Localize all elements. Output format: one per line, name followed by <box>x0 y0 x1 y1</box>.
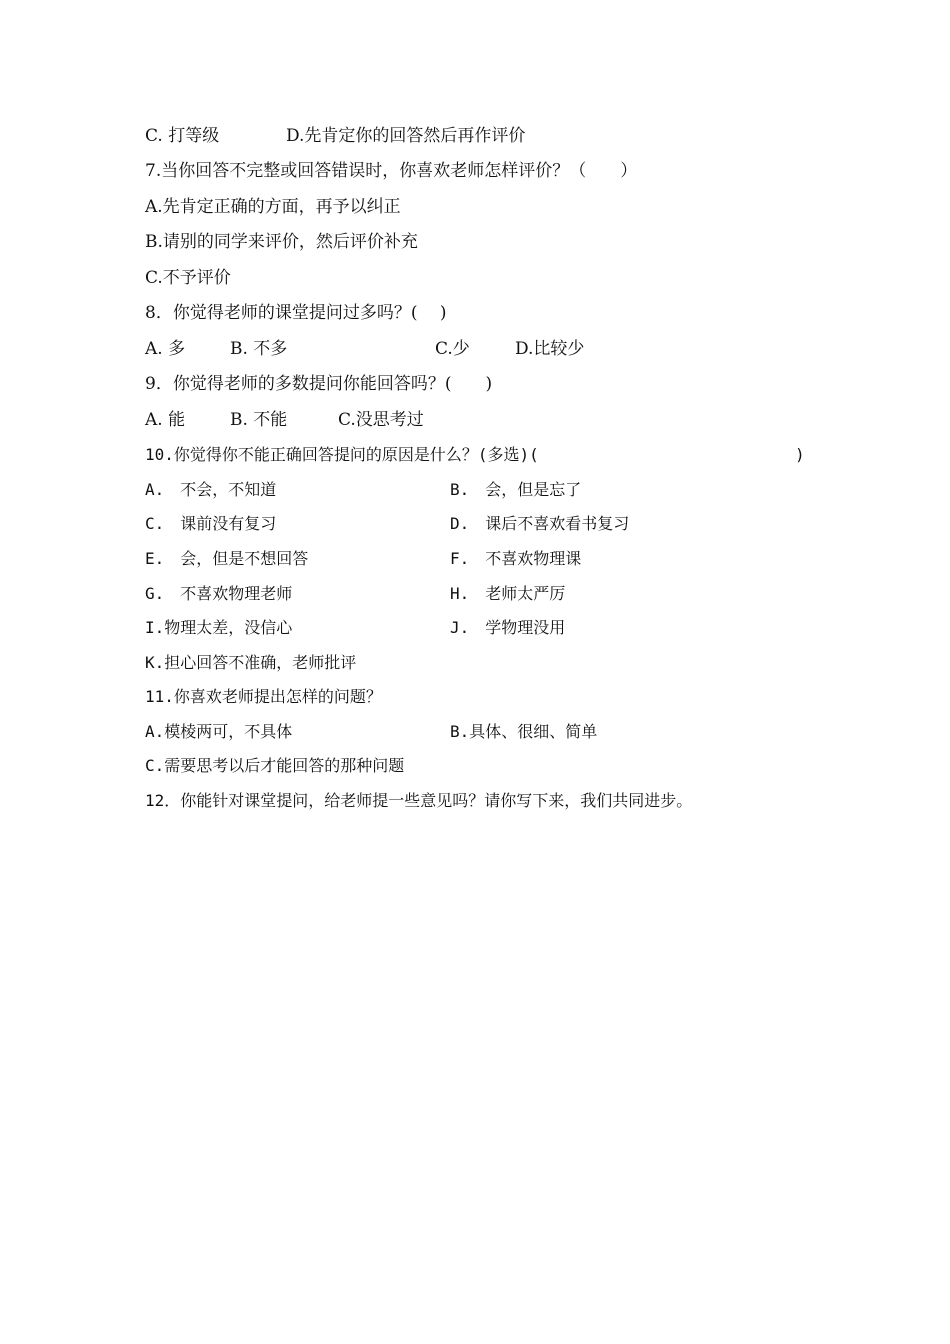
q10-option-c[interactable]: C. 课前没有复习 <box>145 514 277 533</box>
q10-option-i[interactable]: I.物理太差，没信心 <box>145 618 293 637</box>
q9-option-b[interactable]: B. 不能 <box>230 410 288 430</box>
q10-options-cd <box>145 512 630 536</box>
option-c[interactable]: C. 打等级 <box>145 126 220 146</box>
q10-option-k[interactable]: K.担心回答不准确，老师批评 <box>145 653 357 672</box>
q8-options <box>145 337 585 361</box>
q7-option-b[interactable]: B.请别的同学来评价，然后评价补充 <box>145 232 418 252</box>
q10-option-a[interactable]: A. 不会，不知道 <box>145 480 277 499</box>
q10-option-g[interactable]: G. 不喜欢物理老师 <box>145 584 293 603</box>
question-10-text: 10.你觉得你不能正确回答提问的原因是什么？(多选)( <box>145 445 539 464</box>
q8-option-b[interactable]: B. 不多 <box>230 339 288 359</box>
q10-option-f[interactable]: F. 不喜欢物理课 <box>450 549 582 568</box>
question-9: 9．你觉得老师的多数提问你能回答吗？( ) <box>145 374 493 394</box>
q11-option-c[interactable]: C.需要思考以后才能回答的那种问题 <box>145 756 405 775</box>
question-10 <box>145 443 805 467</box>
q10-option-b[interactable]: B. 会，但是忘了 <box>450 480 582 499</box>
q9-option-c[interactable]: C.没思考过 <box>338 410 424 430</box>
q10-option-e[interactable]: E. 会，但是不想回答 <box>145 549 309 568</box>
question-7: 7.当你回答不完整或回答错误时，你喜欢老师怎样评价？（ ） <box>145 161 638 181</box>
q11-option-b[interactable]: B.具体、很细、简单 <box>450 722 598 741</box>
q11-options-ab <box>145 720 598 744</box>
q10-option-d[interactable]: D. 课后不喜欢看书复习 <box>450 514 630 533</box>
q10-options-gh <box>145 582 566 606</box>
question-8: 8．你觉得老师的课堂提问过多吗？( ) <box>145 303 447 323</box>
q8-option-d[interactable]: D.比较少 <box>515 339 585 359</box>
q7-option-a[interactable]: A.先肯定正确的方面，再予以纠正 <box>145 197 401 217</box>
q7-option-c[interactable]: C.不予评价 <box>145 268 231 288</box>
q10-option-h[interactable]: H. 老师太严厉 <box>450 584 566 603</box>
q10-options-ij <box>145 616 566 640</box>
q9-options <box>145 408 424 432</box>
question-12: 12．你能针对课堂提问，给老师提一些意见吗？请你写下来，我们共同进步。 <box>145 791 693 810</box>
q8-option-c[interactable]: C.少 <box>435 339 470 359</box>
q10-option-j[interactable]: J. 学物理没用 <box>450 618 566 637</box>
q11-option-a[interactable]: A.模棱两可，不具体 <box>145 722 293 741</box>
question-10-close-paren: ) <box>795 445 805 464</box>
question-11: 11.你喜欢老师提出怎样的问题？ <box>145 687 382 706</box>
option-d[interactable]: D.先肯定你的回答然后再作评价 <box>286 126 526 146</box>
q6-options-cd <box>145 124 526 148</box>
q10-options-ef <box>145 547 582 571</box>
q9-option-a[interactable]: A. 能 <box>145 410 186 430</box>
q8-option-a[interactable]: A. 多 <box>145 339 186 359</box>
q10-options-ab <box>145 478 582 502</box>
